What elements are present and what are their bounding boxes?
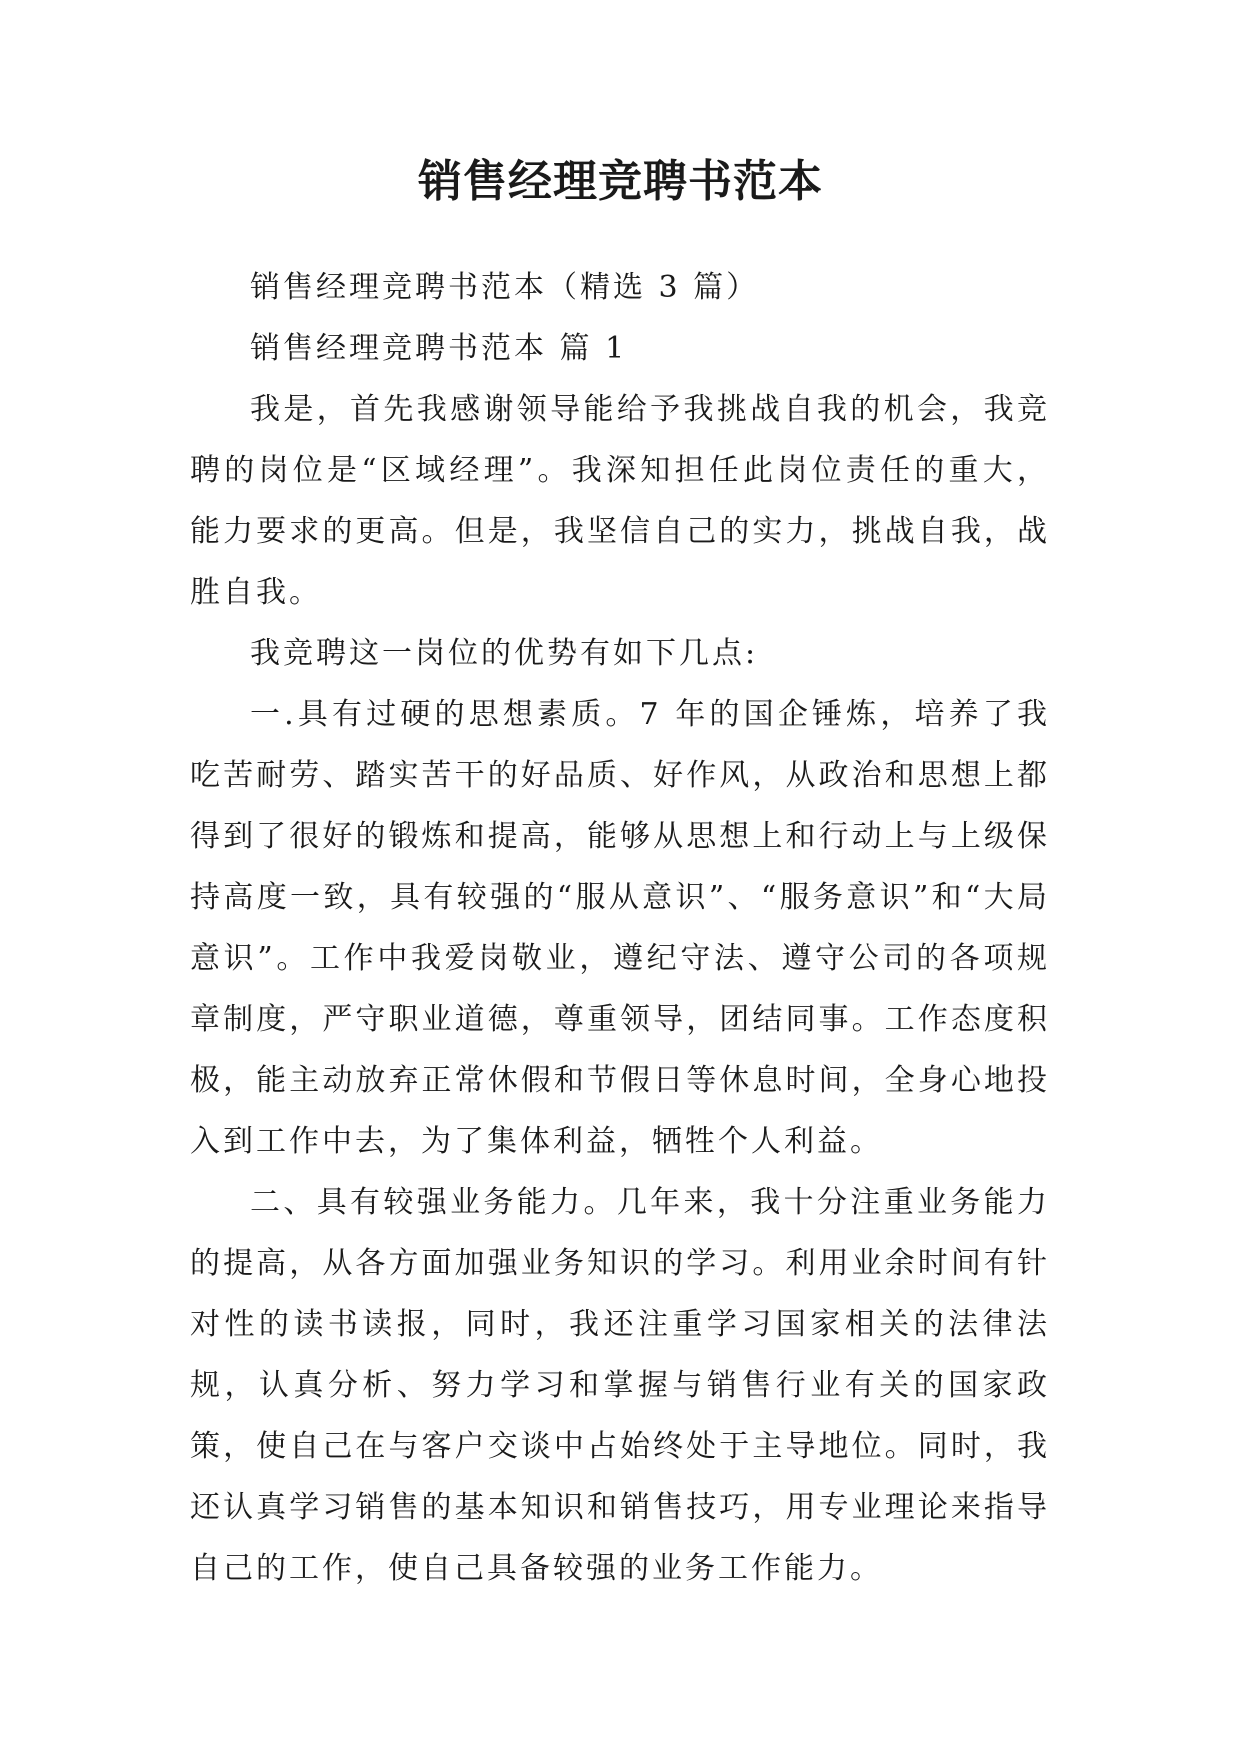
paragraph-subtitle: 销售经理竞聘书范本（精选 3 篇） <box>250 270 760 305</box>
paragraph: 二、具有较强业务能力。几年来，我十分注重业务能力的提高，从各方面加强业务知识的学习。利用业余时间有针对性的读书读报，同时，我还注重学习国家相关的法律法规，认真分析、努力学习和掌握与销售行业有关的国家政策，使自己在与客户交谈中占始终处于主导地位。同时，我还认真学习销售的基本知识和销售技巧，用专业理论来指导自己的工作，使自己具备较强的业务工作能力。 <box>190 1185 1050 1586</box>
paragraph-section-heading: 销售经理竞聘书范本 篇 1 <box>250 331 628 366</box>
paragraph: 一.具有过硬的思想素质。7 年的国企锤炼，培养了我吃苦耐劳、踏实苦干的好品质、好作风，从政治和思想上都得到了很好的锻炼和提高，能够从思想上和行动上与上级保持高度一致，具有较强的“服从意识”、“服务意识”和“大局意识”。工作中我爱岗敬业，遵纪守法、遵守公司的各项规章制度，严守职业道德，尊重领导，团结同事。工作态度积极，能主动放弃正常休假和节假日等休息时间，全身心地投入到工作中去，为了集体利益，牺牲个人利益。 <box>190 697 1050 1159</box>
document-title: 销售经理竞聘书范本 <box>418 156 823 207</box>
paragraph: 我竞聘这一岗位的优势有如下几点: <box>250 636 759 671</box>
paragraph: 我是，首先我感谢领导能给予我挑战自我的机会，我竞聘的岗位是“区域经理”。我深知担任此岗位责任的重大，能力要求的更高。但是，我坚信自己的实力，挑战自我，战胜自我。 <box>190 392 1050 610</box>
document-body <box>190 257 1050 1599</box>
